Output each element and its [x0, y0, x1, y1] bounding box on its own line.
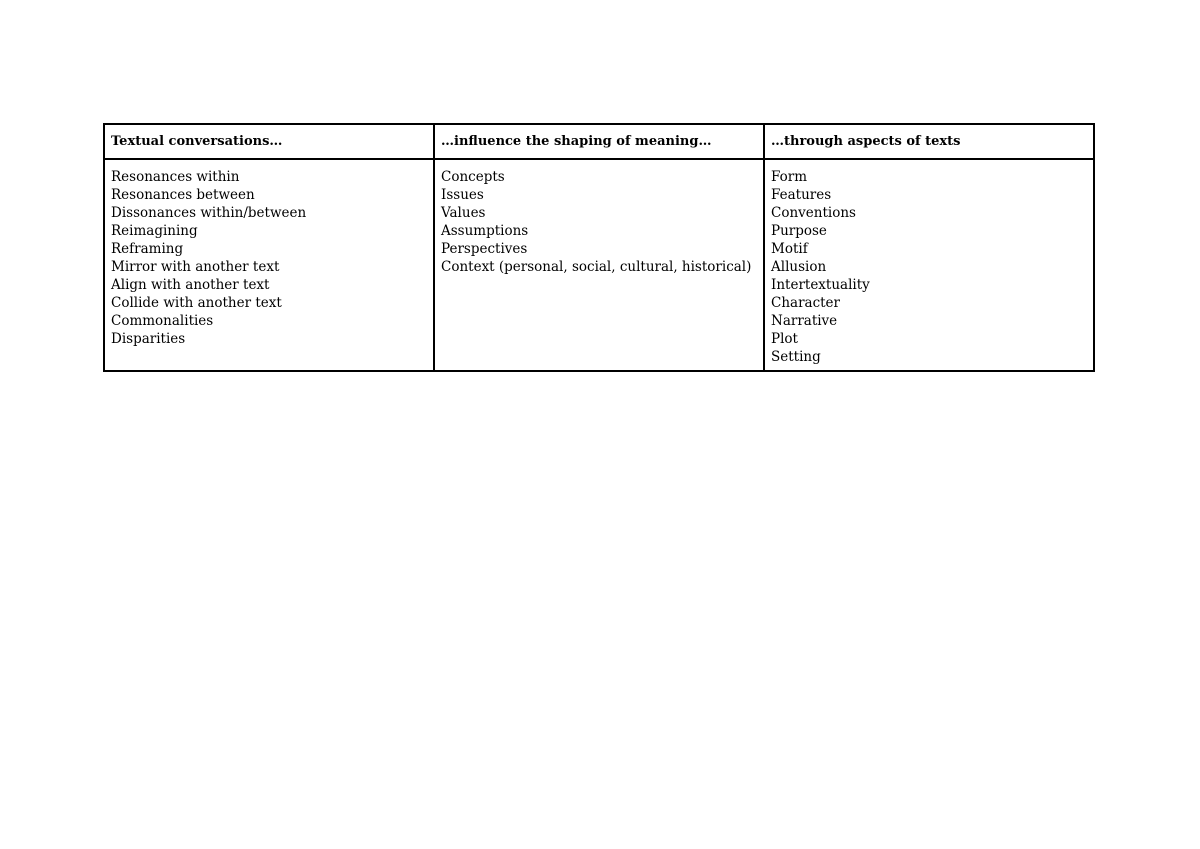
list-item: Perspectives [441, 241, 528, 257]
list-item: Concepts [441, 169, 505, 185]
list-item: Assumptions [441, 223, 529, 239]
textual-conversations-table [103, 123, 1095, 372]
header-textual-conversations: Textual conversations… [104, 124, 434, 159]
list-item: Commonalities [111, 313, 214, 329]
table-body-row [104, 159, 1094, 371]
list-item: Dissonances within/between [111, 205, 307, 221]
header-influence-meaning: …influence the shaping of meaning… [434, 124, 764, 159]
list-item: Reframing [111, 241, 184, 257]
list-item: Form [771, 169, 808, 185]
list-item: Features [771, 187, 832, 203]
list-item: Reimagining [111, 223, 198, 239]
column-aspects-of-texts [764, 159, 1094, 371]
list-item: Collide with another text [111, 295, 282, 311]
list-item: Character [771, 295, 841, 311]
column-influence-meaning [434, 159, 764, 371]
list-item: Resonances within [111, 169, 240, 185]
list-item: Motif [771, 241, 808, 257]
list-item: Context (personal, social, cultural, historical) [441, 259, 752, 275]
header-aspects-of-texts: …through aspects of texts [764, 124, 1094, 159]
list-item: Purpose [771, 223, 827, 239]
list-item: Plot [771, 331, 798, 347]
list-item: Values [441, 205, 486, 221]
list-item: Conventions [771, 205, 856, 221]
list-item: Align with another text [111, 277, 270, 293]
list-item: Mirror with another text [111, 259, 280, 275]
list-item: Disparities [111, 331, 186, 347]
table-header-row [104, 124, 1094, 159]
list-item: Resonances between [111, 187, 255, 203]
column-textual-conversations [104, 159, 434, 371]
list-item: Setting [771, 349, 821, 365]
list-item: Issues [441, 187, 484, 203]
list-item: Narrative [771, 313, 838, 329]
list-item: Allusion [771, 259, 827, 275]
list-item: Intertextuality [771, 277, 870, 293]
